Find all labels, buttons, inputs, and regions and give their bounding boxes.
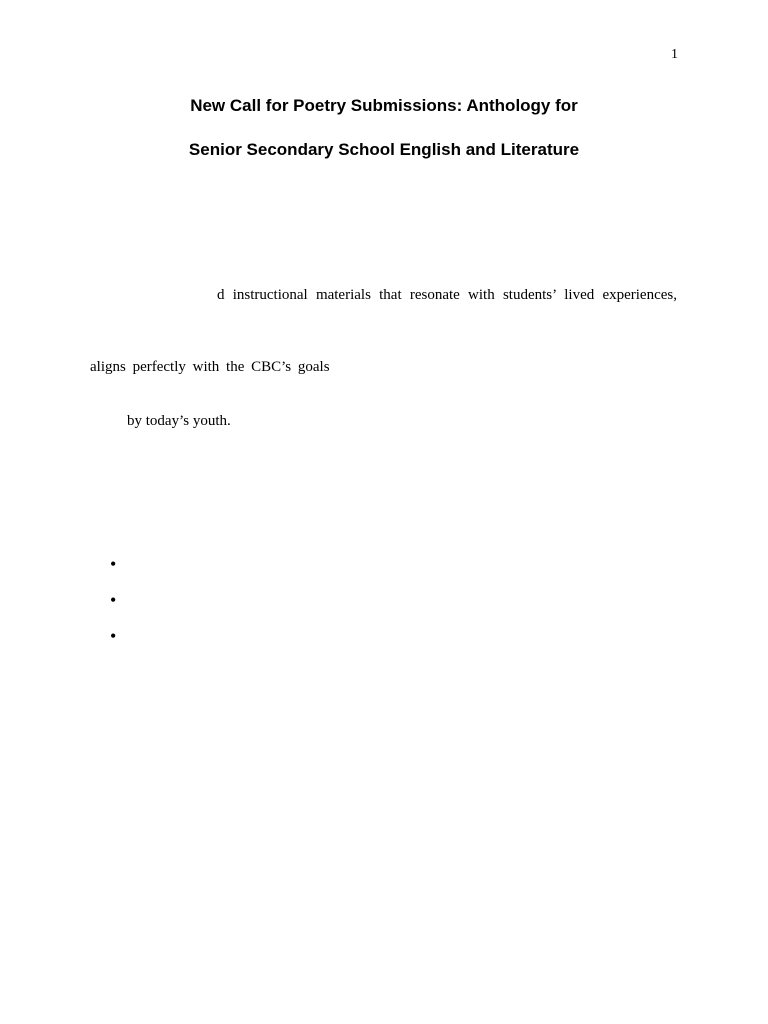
- bullet-icon: •: [110, 554, 117, 574]
- page-number: 1: [671, 47, 678, 62]
- paragraph-line-2: aligns perfectly with the CBC’s goals: [90, 359, 330, 375]
- paragraph-line-3: by today’s youth.: [127, 413, 231, 429]
- document-title-line-2: Senior Secondary School English and Literature: [188, 140, 580, 159]
- paragraph-line-1: d instructional materials that resonate with students’ lived experiences,: [217, 287, 677, 303]
- bullet-icon: •: [110, 626, 117, 646]
- document-title-line-1: New Call for Poetry Submissions: Anthology for: [190, 96, 578, 115]
- bullet-icon: •: [110, 590, 117, 610]
